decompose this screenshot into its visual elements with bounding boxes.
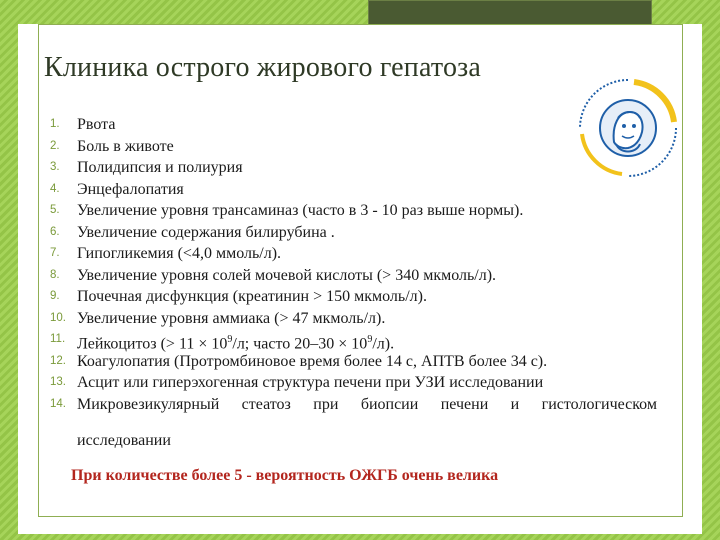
list-item [18,394,678,416]
list-item [18,200,678,222]
list-item [18,351,678,373]
item-text: Гипогликемия (<4,0 ммоль/л). [77,245,282,262]
item-number: 3. [50,161,60,173]
list-item [18,286,678,308]
slide [18,24,702,534]
item-text: Лейкоцитоз (> $11 \times 10^9/л$; часто $20-30 \times 10^9/л$). [77,334,395,353]
item-text: Рвота [77,116,116,133]
item-number: 13. [50,376,66,388]
item-text: Энцефалопатия [77,180,184,198]
item-text: Асцит или гиперэхогенная структура печени при УЗИ исследовании [77,374,544,391]
list-item [18,136,678,158]
item-number: 6. [50,225,60,238]
item-number: 2. [50,139,60,152]
list-item [18,329,678,351]
item-number: 4. [50,182,60,195]
item-text: Полидипсия и полиурия [77,159,243,176]
item-number: 9. [50,290,60,302]
list-item [18,179,678,201]
item-text: Увеличение уровня солей мочевой кислоты (> 340 мкмоль/л). [77,266,497,284]
slide-title: Клиника острого жирового гепатоза [44,52,482,83]
list-item [18,114,678,136]
list-item [18,308,678,330]
list-item [18,243,678,265]
item-text: Увеличение содержания билирубина . [77,223,335,241]
item-number: 10. [50,311,66,324]
item-number: 12. [50,354,66,367]
item-text: Увеличение уровня аммиака (> 47 мкмоль/л). [77,309,386,327]
item-number: 8. [50,268,60,281]
list-item [18,222,678,244]
item-text: Увеличение уровня трансаминаз (часто в 3 - 10 раз выше нормы). [77,202,524,219]
item-number: 11. [50,333,66,345]
list-item [18,372,678,394]
item-text-continuation: исследовании [77,432,171,449]
list-item [18,157,678,179]
item-number: 5. [50,204,60,216]
item-number: 14. [50,397,66,410]
item-text: Почечная дисфункция (креатинин > 150 мкмоль/л). [77,288,427,305]
item-text: Коагулопатия (Протромбиновое время более 14 с, АПТВ более 34 с). [77,352,548,370]
item-text: Микровезикулярный стеатоз при биопсии печени и гистологическом [77,395,657,413]
item-text: Боль в животе [77,137,174,155]
item-number: 7. [50,247,60,259]
criteria-list [18,114,678,415]
conclusion-note: При количестве более 5 - вероятность ОЖГБ очень велика [71,467,499,484]
item-number: 1. [50,118,60,130]
list-item [18,265,678,287]
